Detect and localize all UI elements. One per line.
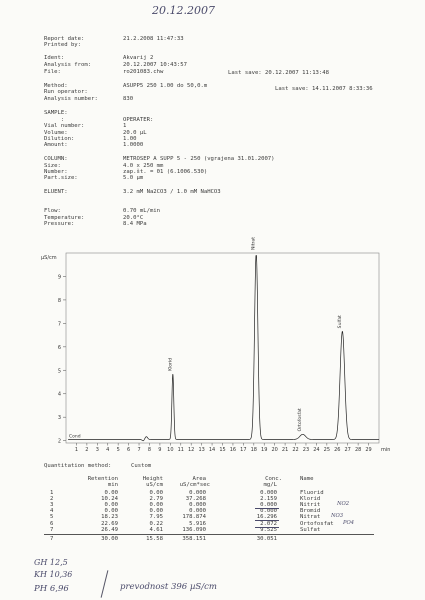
- cell-area: 37.268: [185, 496, 206, 503]
- report-label: Temperature:: [44, 215, 85, 221]
- report-label: Part.size:: [44, 175, 78, 181]
- col-header-height: Height: [142, 476, 163, 482]
- report-label: Amount:: [44, 142, 68, 148]
- x-tick-label: 1: [74, 447, 79, 453]
- report-label: :: [44, 117, 65, 123]
- x-tick-label: 27: [344, 447, 351, 453]
- x-tick-label: 6: [127, 447, 131, 453]
- chromatogram: [39, 236, 394, 457]
- plot-frame: [66, 253, 379, 443]
- report-label: Method:: [44, 83, 68, 89]
- cell-conc: 0.000: [260, 490, 277, 496]
- cell-no: 1: [50, 490, 54, 496]
- col-header-area: Area: [192, 476, 206, 482]
- cell-rt: 18.23: [101, 514, 118, 521]
- report-label: SAMPLE:: [44, 110, 68, 116]
- cell-rt: 22.69: [101, 520, 118, 527]
- cell-area: 178.874: [182, 514, 206, 521]
- x-tick-label: 23: [302, 447, 310, 453]
- y-tick-label: 7: [57, 321, 61, 328]
- quant-method-value: Custom: [131, 463, 152, 469]
- peak-label: Klorid: [168, 357, 174, 372]
- col-unit-conc: mg/L: [263, 482, 277, 488]
- report-value: OPERATER:: [123, 117, 154, 123]
- cell-no: 2: [50, 496, 54, 503]
- handwritten-underline: [255, 508, 279, 509]
- y-tick-label: 2: [57, 438, 61, 445]
- total-height: 15.58: [146, 536, 163, 542]
- x-tick-label: 26: [334, 447, 341, 453]
- report-value: 830: [123, 96, 134, 102]
- report-label: File:: [44, 69, 61, 75]
- x-tick-label: 13: [198, 447, 205, 453]
- report-value: 0.70 mL/min: [123, 208, 161, 214]
- y-tick-label: 3: [57, 415, 61, 422]
- x-tick-label: 5: [116, 447, 120, 453]
- y-tick-label: 5: [57, 368, 61, 375]
- x-tick-label: 14: [208, 447, 216, 453]
- report-label: Dilution:: [44, 136, 75, 142]
- cell-conc: 0.000: [260, 508, 277, 515]
- report-label: Volume:: [44, 130, 68, 136]
- handwritten-ph: PH 6,96: [34, 584, 69, 594]
- cell-rt: 0.00: [104, 508, 118, 515]
- cell-name: Fluorid: [300, 490, 324, 496]
- cell-conc: 2.159: [260, 496, 277, 503]
- report-value: METROSEP A SUPP 5 - 250 (vgrajena 31.01.2007): [123, 156, 275, 162]
- x-tick-label: 18: [250, 447, 257, 453]
- report-value: 20.0 µL: [123, 130, 147, 136]
- cell-name: Nitrit: [300, 502, 321, 509]
- cell-height: 2.79: [149, 496, 163, 503]
- cell-name: Ortofosfat: [300, 520, 334, 527]
- cell-name: Sulfat: [300, 526, 321, 533]
- report-label: Printed by:: [44, 42, 82, 48]
- total-rt: 30.00: [101, 536, 118, 542]
- cell-conc: 2.072: [260, 520, 277, 527]
- x-tick-label: 7: [137, 447, 141, 453]
- x-tick-label: 20: [271, 447, 278, 453]
- report-value: 4.0 x 250 mm: [123, 163, 164, 169]
- cell-no: 7: [50, 526, 54, 533]
- peak-label: Nitrat: [251, 236, 257, 250]
- cell-conc: 0.000: [260, 502, 277, 509]
- total-separator: [44, 534, 374, 535]
- x-tick-label: 8: [147, 447, 152, 453]
- cell-height: 0.00: [149, 490, 163, 496]
- report-label: Ident:: [44, 55, 65, 61]
- col-unit-min: min: [107, 482, 118, 488]
- col-header-retention: Retention: [87, 476, 118, 482]
- col-header-name: Name: [300, 476, 314, 482]
- cell-no: 6: [50, 520, 54, 527]
- handwritten-ion-note: PO4: [343, 519, 355, 526]
- method-last-save: Last save: 14.11.2007 8:33:36: [275, 86, 373, 92]
- total-area: 358.151: [182, 536, 206, 542]
- x-tick-label: 25: [323, 447, 331, 453]
- cell-rt: 10.24: [101, 496, 118, 503]
- report-value: 1.0000: [123, 142, 144, 148]
- file-last-save: Last save: 20.12.2007 11:13:48: [228, 70, 330, 76]
- report-label: Run operator:: [44, 89, 88, 95]
- col-unit-height: uS/cm: [146, 482, 163, 488]
- report-label: Flow:: [44, 208, 61, 214]
- handwritten-date: 20.12.2007: [152, 4, 215, 17]
- report-label: Pressure:: [44, 221, 75, 227]
- x-tick-label: 10: [167, 447, 174, 453]
- x-tick-label: 29: [365, 447, 372, 453]
- cell-no: 3: [50, 502, 54, 509]
- col-header-conc: Conc.: [265, 476, 282, 482]
- cell-name: Klorid: [300, 496, 321, 503]
- x-tick-label: 9: [158, 447, 162, 453]
- x-tick-label: 3: [95, 447, 99, 453]
- report-label: Analysis from:: [44, 62, 92, 68]
- handwritten-ion-note: NO2: [337, 501, 350, 508]
- x-tick-label: 19: [261, 447, 268, 453]
- cell-height: 0.00: [149, 508, 163, 515]
- quant-method-label: Quantitation method:: [44, 463, 112, 469]
- cell-area: 136.090: [182, 526, 206, 533]
- x-tick-label: 4: [106, 447, 110, 453]
- cell-rt: 26.49: [101, 526, 118, 533]
- x-tick-label: 2: [85, 447, 89, 453]
- handwritten-underline: [255, 520, 279, 521]
- chromatogram-trace: [68, 255, 379, 440]
- x-tick-label: 24: [313, 447, 320, 453]
- report-value: zap.št. = 01 (6.1006.530): [123, 169, 208, 175]
- handwritten-separator: [101, 570, 109, 597]
- peak-label: Ortofosfat: [298, 408, 304, 432]
- cell-height: 7.95: [149, 514, 163, 521]
- cell-no: 5: [50, 514, 54, 521]
- col-unit-area: uS/cm*sec: [179, 482, 210, 488]
- x-tick-label: 12: [188, 447, 195, 453]
- y-tick-label: 8: [57, 297, 61, 304]
- cell-height: 4.61: [149, 526, 163, 533]
- report-value: 1: [123, 123, 127, 129]
- report-value: 8.4 MPa: [123, 221, 147, 227]
- cell-conc: 9.525: [260, 526, 277, 533]
- cell-height: 0.22: [149, 520, 163, 527]
- start-label: Cond: [69, 434, 81, 440]
- cell-rt: 0.00: [104, 502, 118, 509]
- report-value: 1.00: [123, 136, 137, 142]
- y-tick-label: 6: [57, 344, 61, 351]
- cell-area: 5.916: [189, 520, 206, 527]
- report-value: 21.2.2008 11:47:33: [123, 36, 184, 42]
- report-value: 20.12.2007 10:43:57: [123, 62, 187, 68]
- report-label: Vial number:: [44, 123, 85, 129]
- cell-rt: 0.00: [104, 490, 118, 496]
- handwritten-kh: KH 10,36: [34, 570, 73, 579]
- x-tick-label: 11: [177, 447, 184, 453]
- handwritten-ion-note: NO3: [331, 513, 344, 520]
- cell-name: Bromid: [300, 508, 321, 515]
- report-value: 5.0 µm: [123, 175, 144, 181]
- x-tick-label: 28: [354, 447, 362, 453]
- report-label: Analysis number:: [44, 96, 98, 102]
- report-label: COLUMN:: [44, 156, 68, 162]
- x-tick-label: 22: [292, 447, 299, 453]
- x-tick-label: 17: [240, 447, 247, 453]
- report-label: Report date:: [44, 36, 85, 42]
- handwritten-underline: [255, 527, 279, 528]
- report-value: 20.0°C: [123, 215, 144, 221]
- peak-label: Sulfat: [337, 315, 343, 329]
- chromatogram-svg: [39, 236, 394, 457]
- x-tick-label: 16: [229, 447, 237, 453]
- cell-area: 0.000: [189, 508, 206, 515]
- cell-area: 0.000: [189, 490, 206, 496]
- total-no: 7: [50, 536, 54, 542]
- report-value: ro201083.chw: [123, 69, 164, 75]
- cell-height: 0.00: [149, 502, 163, 509]
- y-axis-label: µS/cm: [41, 255, 57, 261]
- report-label: Number:: [44, 169, 68, 175]
- cell-area: 0.000: [189, 502, 206, 509]
- total-conc: 30.051: [256, 536, 277, 542]
- x-axis-label: min: [381, 447, 391, 453]
- y-tick-label: 9: [57, 274, 61, 281]
- report-value: ASUPP5 250 1.00 do 50,0.m: [123, 83, 208, 89]
- report-value: 3.2 mM Na2CO3 / 1.0 mM NaHCO3: [123, 189, 221, 195]
- x-tick-label: 21: [281, 447, 289, 453]
- handwritten-gh: GH 12,5: [34, 558, 68, 567]
- handwritten-conductivity: prevodnost 396 µS/cm: [120, 582, 217, 592]
- cell-no: 4: [50, 508, 54, 515]
- cell-name: Nitrat: [300, 514, 321, 521]
- report-label: ELUENT:: [44, 189, 68, 195]
- report-value: Akvarij 2: [123, 55, 154, 61]
- cell-conc: 16.296: [256, 514, 277, 521]
- x-tick-label: 15: [219, 447, 226, 453]
- y-tick-label: 4: [57, 391, 61, 398]
- report-label: Size:: [44, 163, 61, 169]
